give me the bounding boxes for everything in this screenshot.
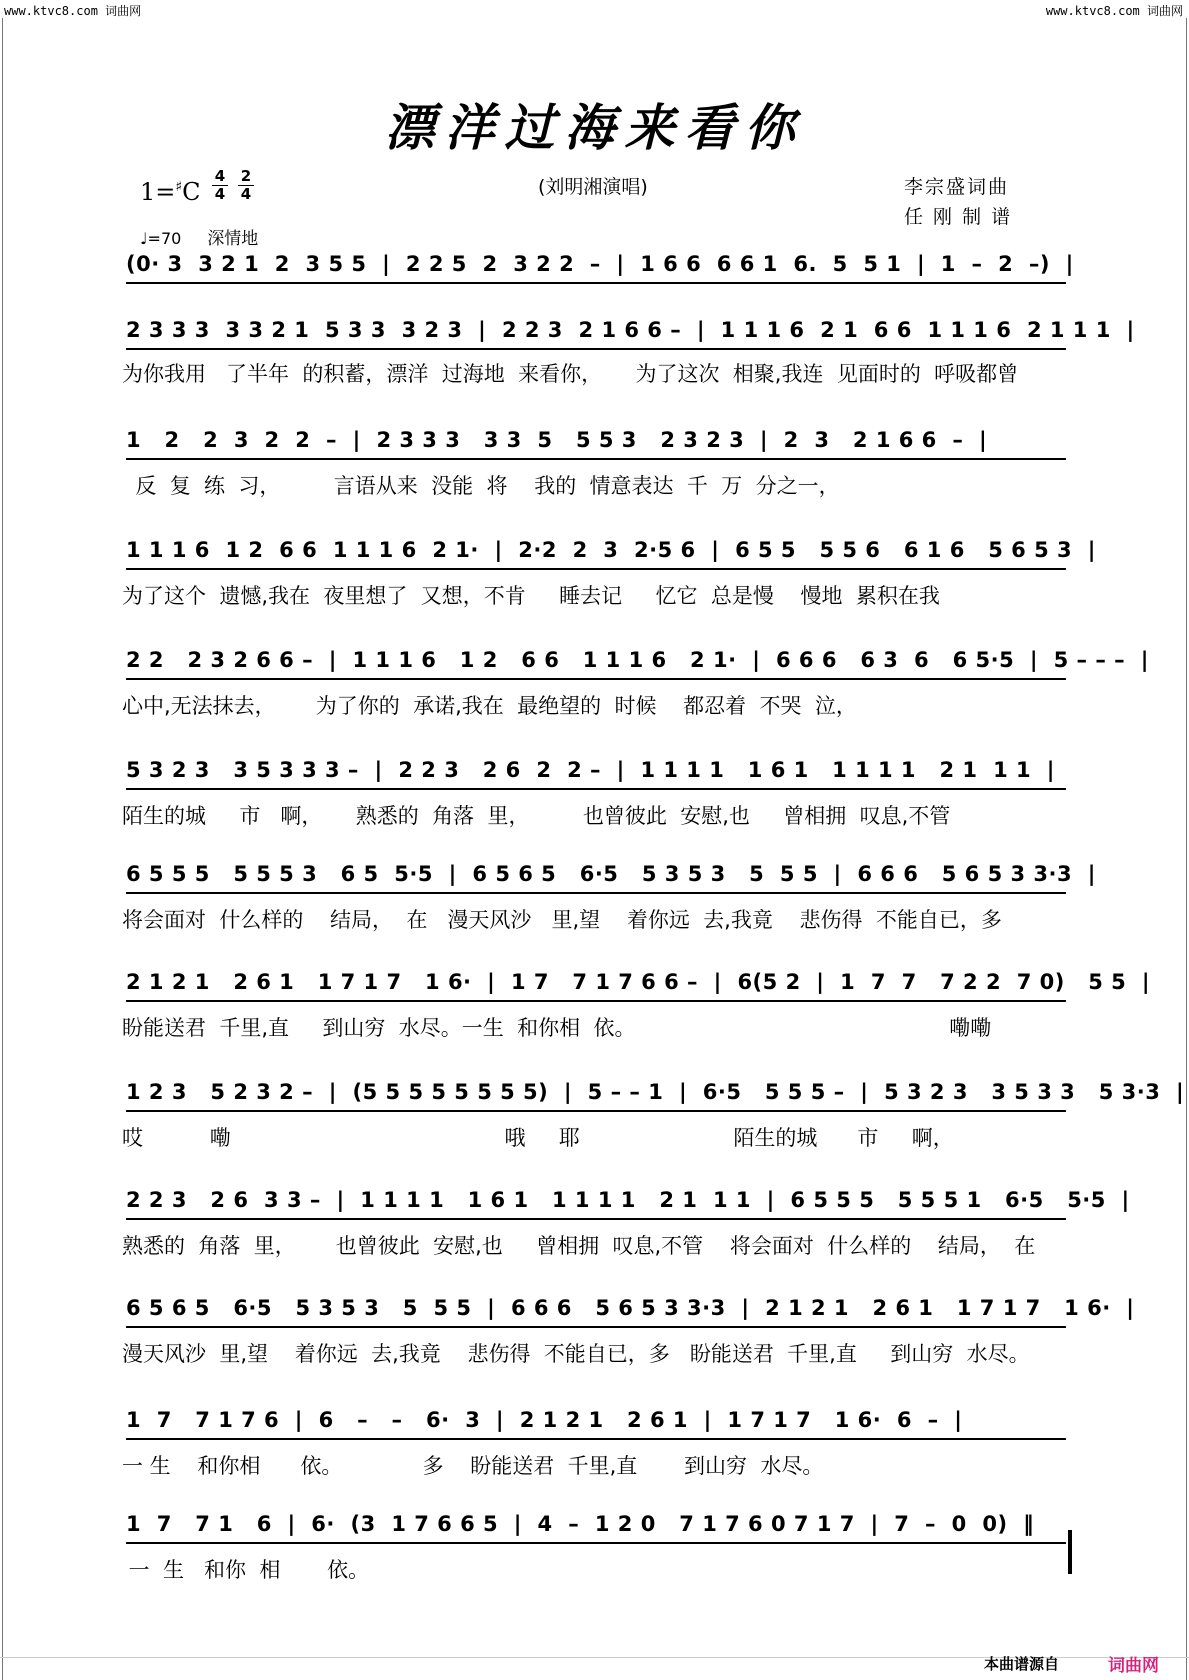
- time-sig-2-top: 2: [240, 167, 252, 185]
- key-letter: C: [182, 178, 201, 206]
- system-4-underline: [126, 568, 1066, 570]
- key-label: 1=: [140, 178, 176, 206]
- system-4-lyric: 为了这个 遗憾,我在 夜里想了 又想，不肯 睡去记 忆它 总是慢 慢地 累积在我: [122, 584, 940, 608]
- system-5-underline: [126, 678, 1066, 680]
- system-8-underline: [126, 1000, 1066, 1002]
- time-sig-1-bottom: 4: [212, 185, 228, 203]
- system-11-notes: 6 5 6 5 6·5 5 3 5 3 5 5 5 | 6 6 6 5 6 5 3 3·3 | 2 1 2 1 2 6 1 1 7 1 7 1 6· |: [126, 1296, 1135, 1320]
- system-7-lyric: 将会面对 什么样的 结局， 在 漫天风沙 里,望 着你远 去,我竟 悲伤得 不能自已，多: [122, 908, 1002, 932]
- system-3-underline: [126, 458, 1066, 460]
- system-12-notes: 1 7 7 1 7 6 | 6 – – 6· 3 | 2 1 2 1 2 6 1 | 1 7 1 7 1 6· 6 – |: [126, 1408, 963, 1432]
- page-border-left: [2, 18, 3, 1680]
- system-10-notes: 2 2 3 2 6 3 3 – | 1 1 1 1 1 6 1 1 1 1 1 2 1 1 1 | 6 5 5 5 5 5 5 1 6·5 5·5 |: [126, 1188, 1130, 1212]
- system-12-lyric: 一 生 和你相 依。 多 盼能送君 千里,直 到山穷 水尽。: [122, 1454, 824, 1478]
- system-13-lyric: 一 生 和你 相 依。: [122, 1558, 370, 1582]
- system-13-underline: [126, 1542, 1066, 1544]
- credit-transcriber: 任 刚 制 谱: [904, 206, 1013, 228]
- system-13-notes: 1 7 7 1 6 | 6· (3 1 7 6 6 5 | 4 – 1 2 0 7 1 7 6 0 7 1 7 | 7 – 0 0) ‖: [126, 1512, 1035, 1536]
- system-2-underline: [126, 348, 1066, 350]
- source-label: 本曲谱源自: [983, 1655, 1059, 1673]
- system-9-notes: 1 2 3 5 2 3 2 – | (5 5 5 5 5 5 5 5) | 5 – – 1 | 6·5 5 5 5 – | 5 3 2 3 3 5 3 3 5 3·3 |: [126, 1080, 1185, 1104]
- system-8-lyric: 盼能送君 千里,直 到山穷 水尽。一生 和你相 依。 嘞嘞: [122, 1016, 992, 1040]
- site-logo[interactable]: 词曲网: [1108, 1656, 1159, 1676]
- time-sig-2-bottom: 4: [238, 185, 254, 203]
- system-5-lyric: 心中,无法抹去， 为了你的 承诺,我在 最绝望的 时候 都忍着 不哭 泣，: [122, 694, 857, 718]
- system-3-notes: 1 2 2 3 2 2 – | 2 3 3 3 3 3 5 5 5 3 2 3 2 3 | 2 3 2 1 6 6 – |: [126, 428, 988, 452]
- system-2-lyric: 为你我用 了半年 的积蓄，漂洋 过海地 来看你， 为了这次 相聚,我连 见面时的 呼吸都曾: [122, 362, 1019, 386]
- site-url-left[interactable]: www.ktvc8.com 词曲网: [4, 4, 142, 18]
- system-9-lyric: 哎 嘞 哦 耶 陌生的城 市 啊，: [122, 1126, 954, 1150]
- system-5-notes: 2 2 2 3 2 6 6 – | 1 1 1 6 1 2 6 6 1 1 1 6 2 1· | 6 6 6 6 3 6 6 5·5 | 5 – – – |: [126, 648, 1149, 672]
- system-11-underline: [126, 1326, 1066, 1328]
- system-1-underline: [126, 282, 1066, 284]
- system-2-notes: 2 3 3 3 3 3 2 1 5 3 3 3 2 3 | 2 2 3 2 1 6 6 – | 1 1 1 6 2 1 6 6 1 1 1 6 2 1 1 1 |: [126, 318, 1135, 342]
- system-10-lyric: 熟悉的 角落 里， 也曾彼此 安慰,也 曾相拥 叹息,不管 将会面对 什么样的 结局， 在: [122, 1234, 1036, 1258]
- system-6-notes: 5 3 2 3 3 5 3 3 3 – | 2 2 3 2 6 2 2 – | 1 1 1 1 1 6 1 1 1 1 1 2 1 1 1 |: [126, 758, 1055, 782]
- system-7-notes: 6 5 5 5 5 5 5 3 6 5 5·5 | 6 5 6 5 6·5 5 3 5 3 5 5 5 | 6 6 6 5 6 5 3 3·3 |: [126, 862, 1096, 886]
- key-signature: [140, 178, 201, 206]
- credit-lyrics-music: 李宗盛词曲: [904, 176, 1010, 198]
- performer: (刘明湘演唱): [538, 176, 648, 198]
- system-6-lyric: 陌生的城 市 啊， 熟悉的 角落 里， 也曾彼此 安慰,也 曾相拥 叹息,不管: [122, 804, 951, 828]
- site-url-right[interactable]: www.ktvc8.com 词曲网: [1045, 4, 1183, 18]
- system-8-notes: 2 1 2 1 2 6 1 1 7 1 7 1 6· | 1 7 7 1 7 6 6 – | 6(5 2 | 1 7 7 7 2 2 7 0) 5 5 |: [126, 970, 1151, 994]
- system-4-notes: 1 1 1 6 1 2 6 6 1 1 1 6 2 1· | 2·2 2 3 2·5 6 | 6 5 5 5 5 6 6 1 6 5 6 5 3 |: [126, 538, 1096, 562]
- system-11-lyric: 漫天风沙 里,望 着你远 去,我竟 悲伤得 不能自已，多 盼能送君 千里,直 到山穷 水尽。: [122, 1342, 1030, 1366]
- page-title: 漂洋过海来看你: [384, 98, 805, 157]
- system-12-underline: [126, 1438, 1066, 1440]
- sharp-icon: ♯: [175, 179, 183, 195]
- system-1-notes: (0· 3 3 2 1 2 3 5 5 | 2 2 5 2 3 2 2 – | 1 6 6 6 6 1 6. 5 5 1 | 1 – 2 –) |: [126, 252, 1074, 276]
- time-signature-2: [238, 168, 254, 203]
- system-10-underline: [126, 1218, 1066, 1220]
- expression-marking: 深情地: [207, 229, 259, 249]
- tempo-marking: [140, 224, 258, 249]
- system-9-underline: [126, 1110, 1066, 1112]
- time-signature-1: [212, 168, 228, 203]
- page-border-right: [1186, 18, 1187, 1680]
- system-3-lyric: 反 复 练 习， 言语从来 没能 将 我的 情意表达 千 万 分之一，: [122, 474, 840, 498]
- system-7-underline: [126, 892, 1066, 894]
- tempo-value: ♩=70: [140, 229, 182, 248]
- system-6-underline: [126, 788, 1066, 790]
- time-sig-1-top: 4: [214, 167, 226, 185]
- final-barline: [1068, 1530, 1072, 1574]
